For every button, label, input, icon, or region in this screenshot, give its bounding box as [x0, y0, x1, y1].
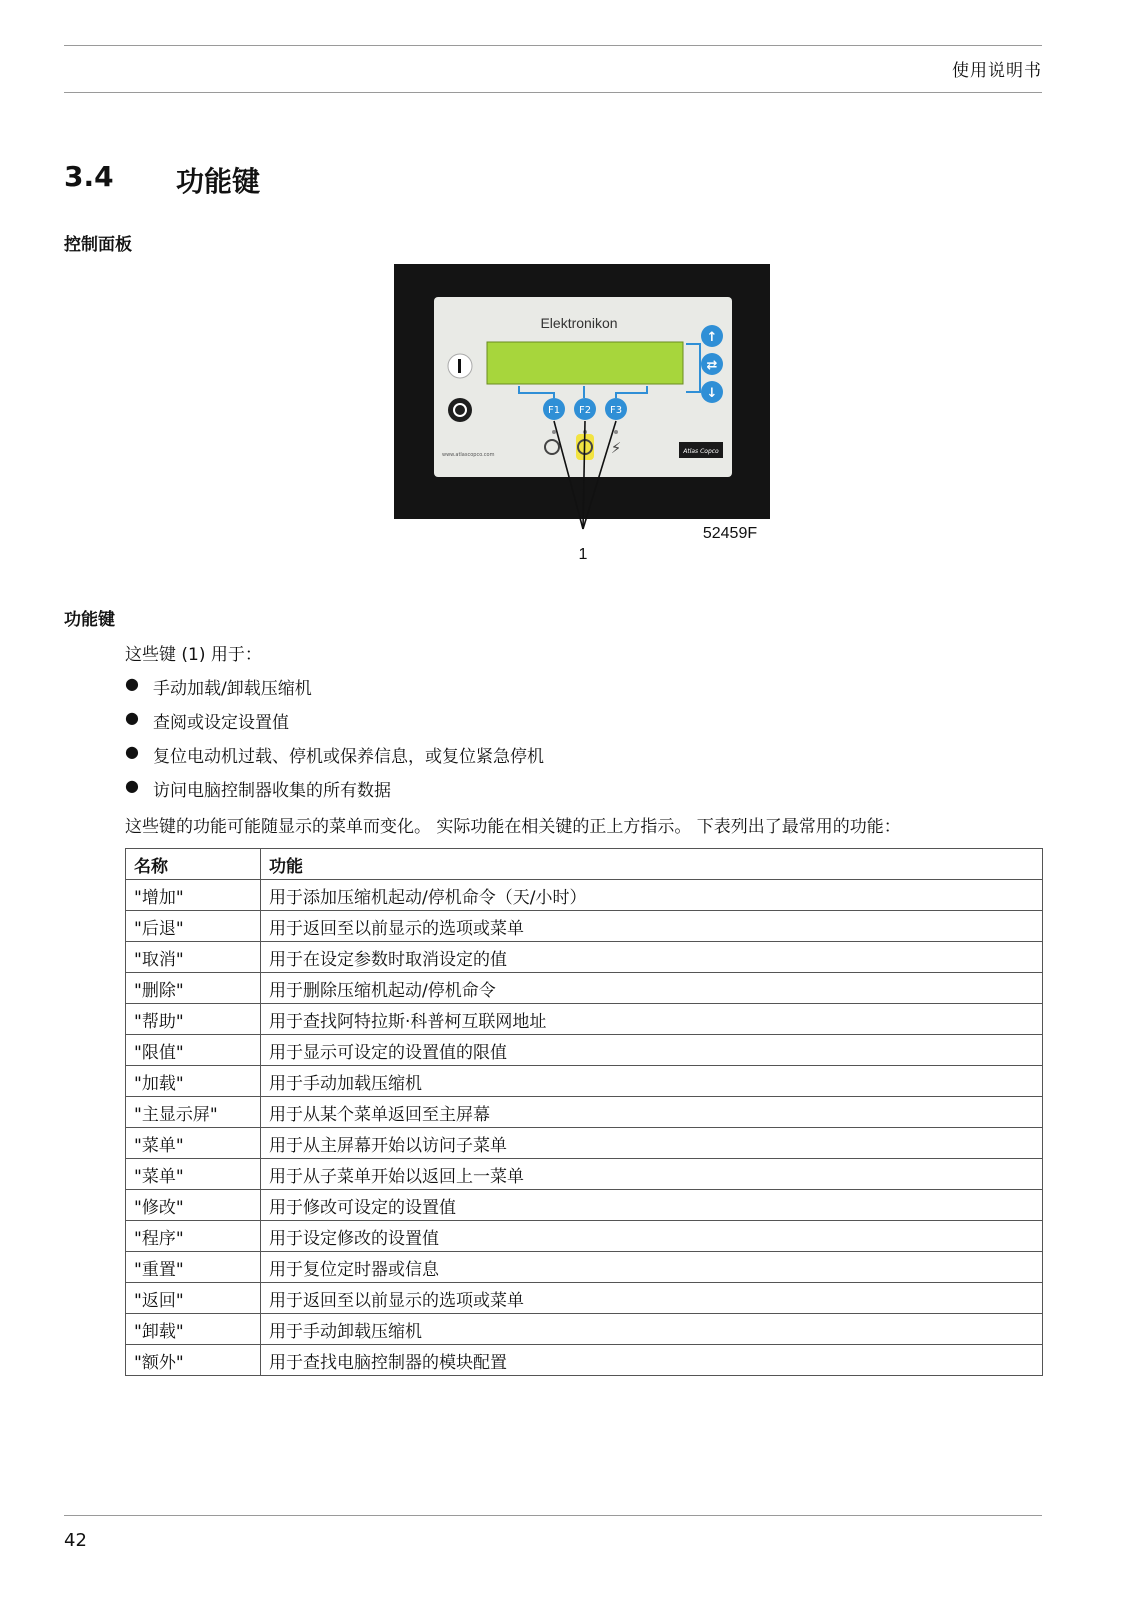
table-header-row	[126, 849, 1043, 880]
svg-text:⇄: ⇄	[706, 358, 718, 373]
table-row	[126, 1035, 1043, 1066]
cell-function: 用于从主屏幕开始以访问子菜单	[261, 1128, 1043, 1159]
table-row	[126, 1314, 1043, 1345]
bullet-dot-icon: ●	[125, 776, 139, 795]
f2-label: F2	[578, 405, 592, 416]
bullet-dot-icon: ●	[125, 742, 139, 761]
cell-function: 用于返回至以前显示的选项或菜单	[261, 1283, 1043, 1314]
cell-name: "限值"	[126, 1035, 261, 1066]
column-header-name: 名称	[126, 849, 261, 880]
logo-text: Atlas Copco	[683, 448, 719, 455]
cell-name: "删除"	[126, 973, 261, 1004]
table-row	[126, 1252, 1043, 1283]
function-keys-note: 这些键的功能可能随显示的菜单而变化。 实际功能在相关键的正上方指示。 下表列出了最常用的功能：	[125, 817, 901, 837]
bullet-dot-icon: ●	[125, 674, 139, 693]
website-label: www.atlascopco.com	[442, 452, 495, 458]
table-row	[126, 1066, 1043, 1097]
cell-function: 用于设定修改的设置值	[261, 1221, 1043, 1252]
function-keys-bullet-list	[125, 674, 544, 810]
header-rule-bottom	[64, 92, 1042, 93]
image-code: 52459F	[702, 525, 758, 542]
cell-name: "重置"	[126, 1252, 261, 1283]
table-row	[126, 973, 1043, 1004]
table-row	[126, 1128, 1043, 1159]
cell-name: "加载"	[126, 1066, 261, 1097]
cell-function: 用于添加压缩机起动/停机命令（天/小时）	[261, 880, 1043, 911]
svg-text:↓: ↓	[706, 386, 718, 401]
section-number: 3.4	[64, 160, 114, 193]
cell-name: "增加"	[126, 880, 261, 911]
table-row	[126, 1004, 1043, 1035]
table-row	[126, 1221, 1043, 1252]
control-panel-figure	[394, 264, 782, 574]
cell-name: "后退"	[126, 911, 261, 942]
bullet-item: ● 访问电脑控制器收集的所有数据	[125, 776, 391, 801]
cell-function: 用于在设定参数时取消设定的值	[261, 942, 1043, 973]
cell-name: "修改"	[126, 1190, 261, 1221]
cell-name: "帮助"	[126, 1004, 261, 1035]
cell-function: 用于返回至以前显示的选项或菜单	[261, 911, 1043, 942]
cell-name: "主显示屏"	[126, 1097, 261, 1128]
callout-number: 1	[578, 546, 588, 563]
table-row	[126, 942, 1043, 973]
cell-name: "取消"	[126, 942, 261, 973]
bullet-dot-icon: ●	[125, 708, 139, 727]
cell-name: "卸载"	[126, 1314, 261, 1345]
cell-name: "菜单"	[126, 1128, 261, 1159]
table-row	[126, 1097, 1043, 1128]
cell-function: 用于查找阿特拉斯·科普柯互联网地址	[261, 1004, 1043, 1035]
page-number: 42	[64, 1530, 87, 1551]
cell-function: 用于删除压缩机起动/停机命令	[261, 973, 1043, 1004]
section-title: 功能键	[176, 165, 261, 198]
function-keys-intro: 这些键 (1) 用于：	[125, 645, 262, 665]
cell-function: 用于修改可设定的设置值	[261, 1190, 1043, 1221]
bullet-item: ● 查阅或设定设置值	[125, 708, 289, 733]
cell-function: 用于手动加载压缩机	[261, 1066, 1043, 1097]
table-row	[126, 1190, 1043, 1221]
cell-name: "额外"	[126, 1345, 261, 1376]
cell-function: 用于查找电脑控制器的模块配置	[261, 1345, 1043, 1376]
table-row	[126, 1159, 1043, 1190]
footer-rule	[64, 1515, 1042, 1516]
voltage-on-icon: ⚡	[610, 439, 622, 457]
cell-function: 用于从某个菜单返回至主屏幕	[261, 1097, 1043, 1128]
control-panel-image	[394, 264, 782, 574]
cell-name: "返回"	[126, 1283, 261, 1314]
bullet-item: ● 复位电动机过载、停机或保养信息，或复位紧急停机	[125, 742, 544, 767]
table-row	[126, 1345, 1043, 1376]
bullet-item: ● 手动加载/卸载压缩机	[125, 674, 312, 699]
stop-button	[448, 398, 472, 422]
header-rule-top	[64, 45, 1042, 46]
f3-label: F3	[609, 405, 623, 416]
f1-label: F1	[547, 405, 561, 416]
cell-function: 用于复位定时器或信息	[261, 1252, 1043, 1283]
brand-label: Elektronikon	[540, 315, 618, 331]
table-row	[126, 880, 1043, 911]
function-keys-heading: 功能键	[64, 610, 115, 630]
cell-name: "程序"	[126, 1221, 261, 1252]
table-row	[126, 1283, 1043, 1314]
column-header-function: 功能	[261, 849, 1043, 880]
svg-text:↑: ↑	[706, 330, 718, 345]
control-panel-heading: 控制面板	[64, 235, 132, 255]
table-row	[126, 911, 1043, 942]
header-title: 使用说明书	[952, 61, 1042, 81]
cell-name: "菜单"	[126, 1159, 261, 1190]
cell-function: 用于显示可设定的设置值的限值	[261, 1035, 1043, 1066]
function-table	[125, 848, 1043, 1376]
lcd-display	[487, 342, 683, 384]
cell-function: 用于手动卸载压缩机	[261, 1314, 1043, 1345]
cell-function: 用于从子菜单开始以返回上一菜单	[261, 1159, 1043, 1190]
